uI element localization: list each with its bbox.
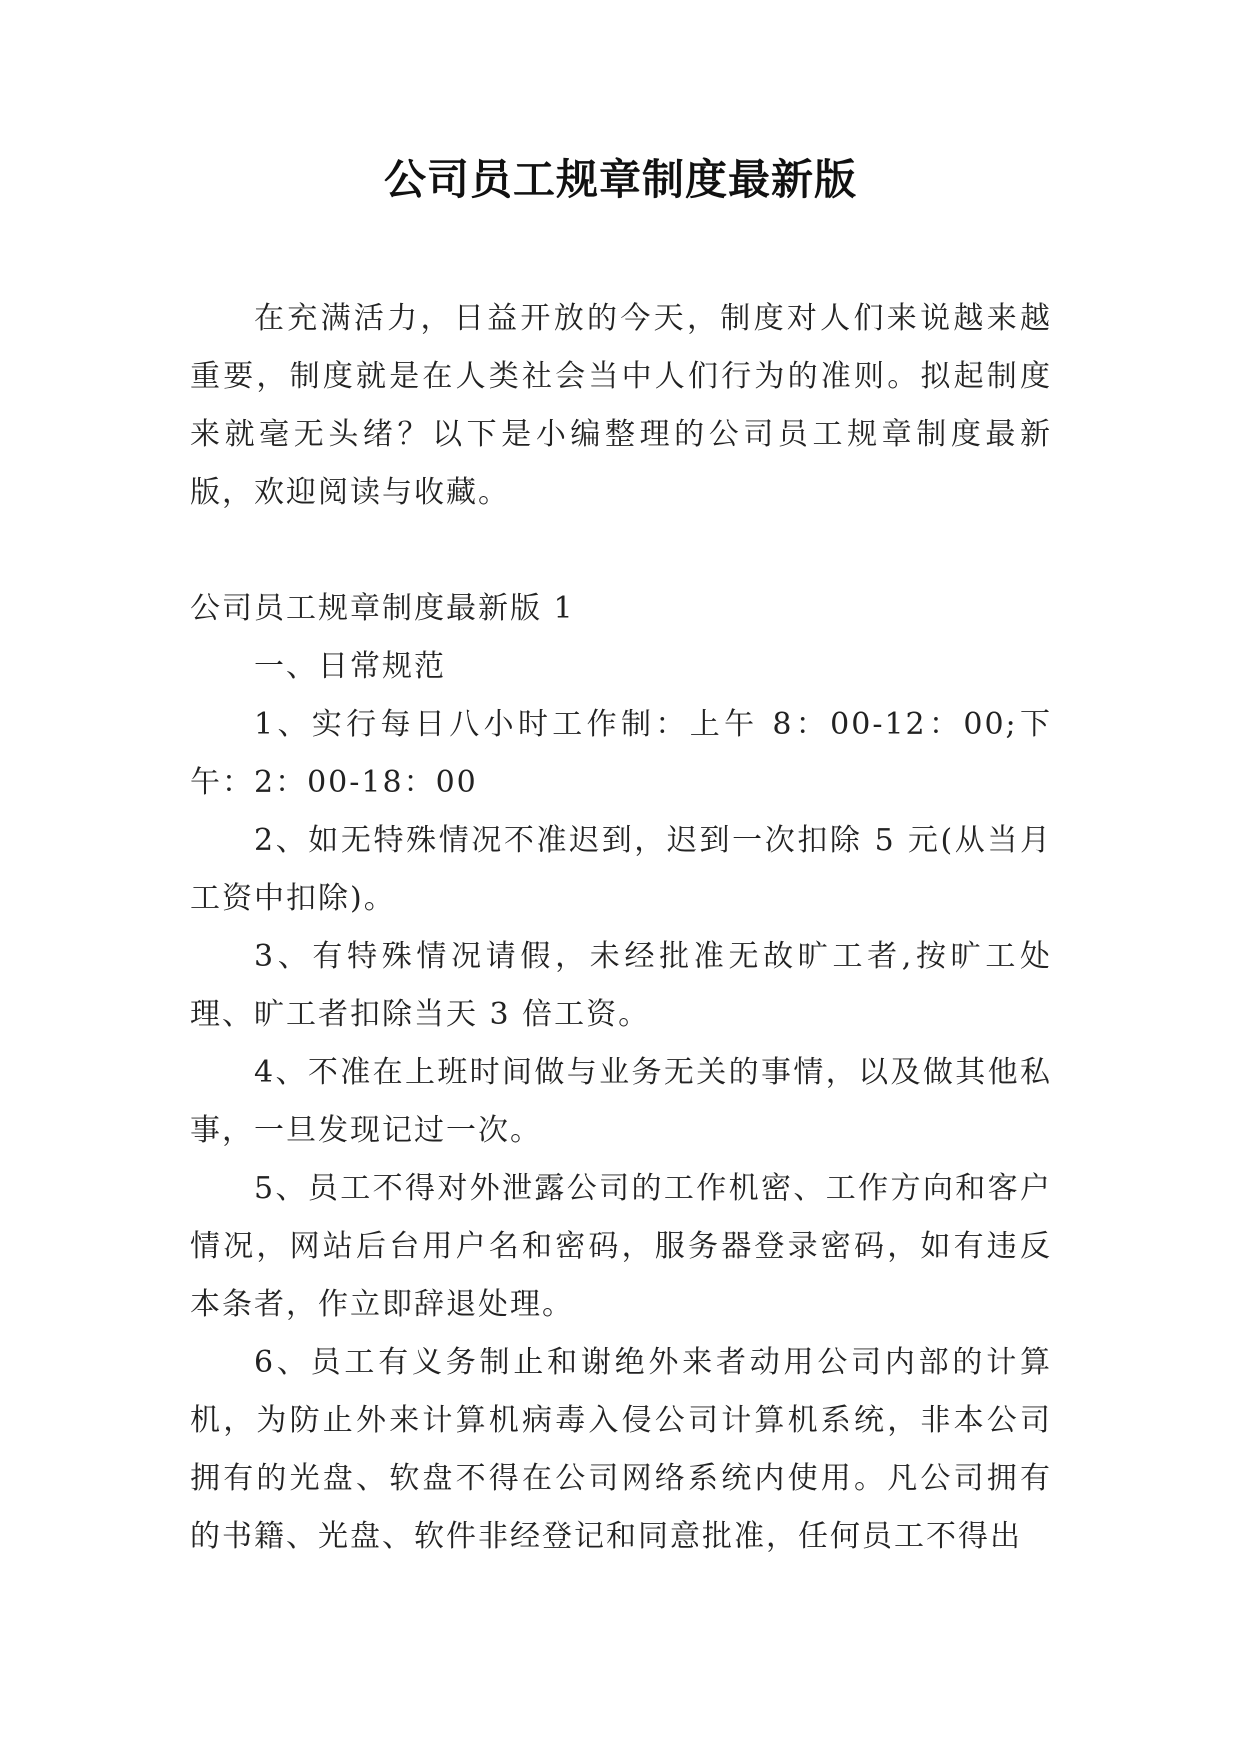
rule-item-4: 4、不准在上班时间做与业务无关的事情，以及做其他私事，一旦发现记过一次。 (190, 1055, 1052, 1148)
section-title: 公司员工规章制度最新版 1 (190, 591, 575, 626)
rule-item-5: 5、员工不得对外泄露公司的工作机密、工作方向和客户情况，网站后台用户名和密码，服务器登录密码，如有违反本条者，作立即辞退处理。 (190, 1171, 1052, 1322)
document-body (190, 290, 1052, 1566)
rule-item-3: 3、有特殊情况请假，未经批准无故旷工者,按旷工处理、旷工者扣除当天 3 倍工资。 (190, 939, 1052, 1032)
rule-item-1: 1、实行每日八小时工作制：上午 8：00-12：00;下午：2：00-18：00 (190, 707, 1052, 800)
subsection-heading: 一、日常规范 (254, 649, 446, 684)
intro-paragraph: 在充满活力，日益开放的今天，制度对人们来说越来越重要，制度就是在人类社会当中人们行为的准则。拟起制度来就毫无头绪？以下是小编整理的公司员工规章制度最新版，欢迎阅读与收藏。 (190, 301, 1052, 510)
document-title: 公司员工规章制度最新版 (383, 155, 857, 204)
rule-item-2: 2、如无特殊情况不准迟到，迟到一次扣除 5 元(从当月工资中扣除)。 (190, 823, 1052, 916)
rule-item-6: 6、员工有义务制止和谢绝外来者动用公司内部的计算机，为防止外来计算机病毒入侵公司计算机系统，非本公司拥有的光盘、软盘不得在公司网络系统内使用。凡公司拥有的书籍、光盘、软件非经登记和同意批准，任何员工不得出 (190, 1345, 1052, 1554)
